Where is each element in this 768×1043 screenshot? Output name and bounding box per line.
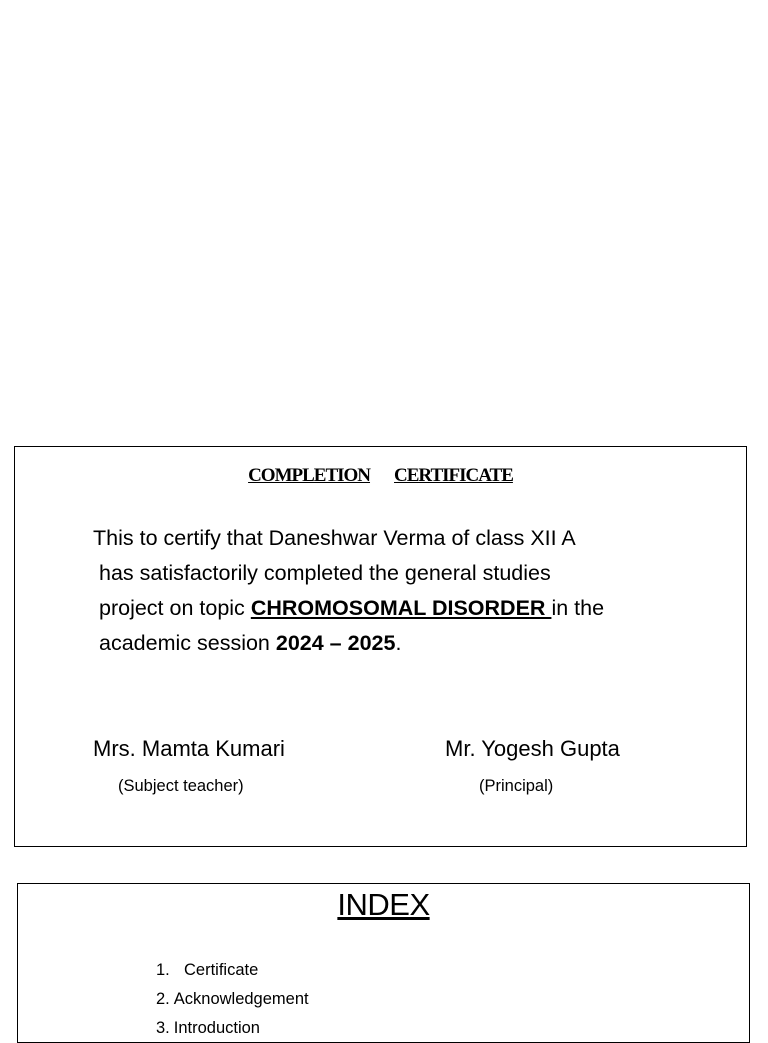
list-item-label: Certificate [184,961,259,979]
list-item-number: 3. [156,1019,170,1037]
certificate-line-4-prefix: academic session [99,631,276,655]
signatory-left-role: (Subject teacher) [118,777,244,795]
signatory-right-name: Mr. Yogesh Gupta [445,736,620,761]
list-item [156,956,309,985]
certificate-line-2: has satisfactorily completed the general studies [99,561,551,585]
list-item [156,1014,309,1043]
certificate-line-4 [93,626,713,661]
certificate-line-3-prefix: project on topic [99,596,245,620]
list-item-label: Introduction [173,1019,260,1037]
project-topic: CHROMOSOMAL DISORDER [250,596,552,620]
certificate-title-word-2: CERTIFICATE [394,465,513,486]
certificate-line-3-suffix: in the [551,596,605,620]
list-item-number: 2. [156,990,170,1008]
signatory-left-name: Mrs. Mamta Kumari [93,736,285,761]
list-item [156,985,309,1014]
completion-certificate [14,446,747,847]
signatory-right-role: (Principal) [479,777,554,795]
certificate-title [15,465,746,487]
index-section [17,883,750,1043]
certificate-line-3 [93,591,713,626]
certificate-line-1: This to certify that Daneshwar Verma of class XII A [93,526,576,550]
list-item-number: 1. [156,961,170,979]
academic-session: 2024 – 2025 [275,631,396,655]
certificate-line-4-suffix: . [395,631,402,655]
index-list [156,956,309,1043]
index-title: INDEX [337,887,430,922]
certificate-title-word-1: COMPLETION [248,465,371,486]
certificate-body [93,521,713,661]
list-item-label: Acknowledgement [173,990,309,1008]
